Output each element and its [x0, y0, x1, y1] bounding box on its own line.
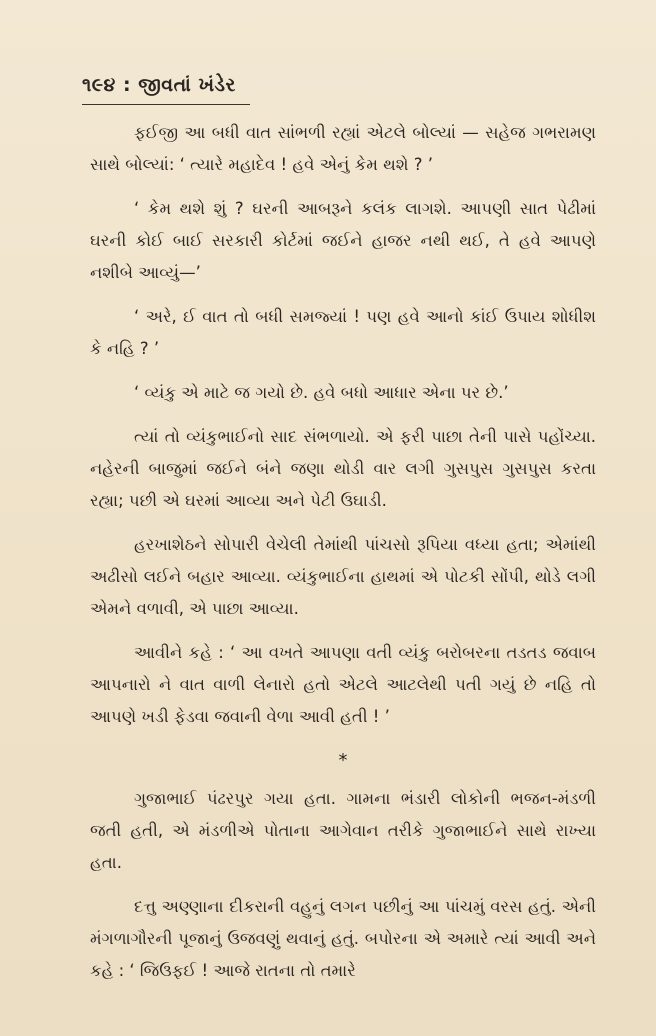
paragraph: ‘ અરે, ઈ વાત તો બધી સમજ્યાં ! પણ હવે આનો કાંઈ ઉપાય શોધીશ કે નહિ ? ’ — [90, 307, 596, 358]
paragraph: ‘ કેમ થશે શું ? ઘરની આબરૂને કલંક લાગશે. આપણી સાત પેઢીમાં ઘરની કોઈ બાઈ સરકારી કોર્ટમાં જઈને હાજર નથી થઈ, તે હવે આપણે નશીબે આવ્યું—’ — [90, 199, 596, 282]
paragraph: હરખાશેઠને સોપારી વેચેલી તેમાંથી પાંચસો રૂપિયા વધ્યા હતા; એમાંથી અઢીસો લઈને બહાર આવ્યા. વ્યંકુભાઈના હાથમાં એ પોટકી સોંપી, થોડે લગી એમને વળાવી, એ પાછા આવ્યા. — [90, 535, 596, 618]
paragraph: દત્તુ અણ્ણાના દીકરાની વહુનું લગન પછીનું આ પાંચમું વરસ હતું. એની મંગળાગૌરની પૂજાનું ઉજવણું થવાનું હતું. બપોરના એ અમારે ત્યાં આવી અને કહે : ‘ જિઉફઈ ! આજે રાતના તો તમારે — [90, 897, 596, 980]
book-title: જીવતાં ખંડેર — [138, 74, 236, 96]
body-text — [90, 117, 596, 999]
header-underline — [82, 104, 250, 105]
paragraph: ‘ વ્યંકુ એ માટે જ ગયો છે. હવે બધો આધાર એના પર છે.’ — [134, 383, 509, 402]
paragraph: ત્યાં તો વ્યંકુભાઈનો સાદ સંભળાયો. એ ફરી પાછા તેની પાસે પહોંચ્યા. નહેરની બાજુમાં જઈને બંને જણા થોડી વાર લગી ગુસપુસ ગુસપુસ કરતા રહ્યા; પછી એ ઘરમાં આવ્યા અને પેટી ઉઘાડી. — [90, 427, 596, 510]
paragraph: ગુજાભાઈ પંઢરપુર ગયા હતા. ગામના ભંડારી લોકોની ભજન-મંડળી જતી હતી, એ મંડળીએ પોતાના આગેવાન તરીકે ગુજાભાઈને સાથે રાખ્યા હતા. — [90, 789, 596, 872]
paragraph: ફઈજી આ બધી વાત સાંભળી રહ્યાં એટલે બોલ્યાં — સહેજ ગભરામણ સાથે બોલ્યાં: ‘ ત્યારે મહાદેવ ! હવે એનું કેમ થશે ? ’ — [90, 123, 596, 174]
page-number: ૧૯૪ — [82, 74, 116, 96]
running-header — [82, 74, 236, 96]
paragraph: આવીને કહે : ‘ આ વખતે આપણા વતી વ્યંકુ બરોબરના તડતડ જવાબ આપનારો ને વાત વાળી લેનારો હતો એટલે આટલેથી પતી ગયું છે નહિ તો આપણે ખડી ફેડવા જવાની વેળા આવી હતી ! ’ — [90, 643, 596, 726]
section-separator: * — [338, 750, 348, 771]
header-separator: : — [122, 74, 132, 96]
